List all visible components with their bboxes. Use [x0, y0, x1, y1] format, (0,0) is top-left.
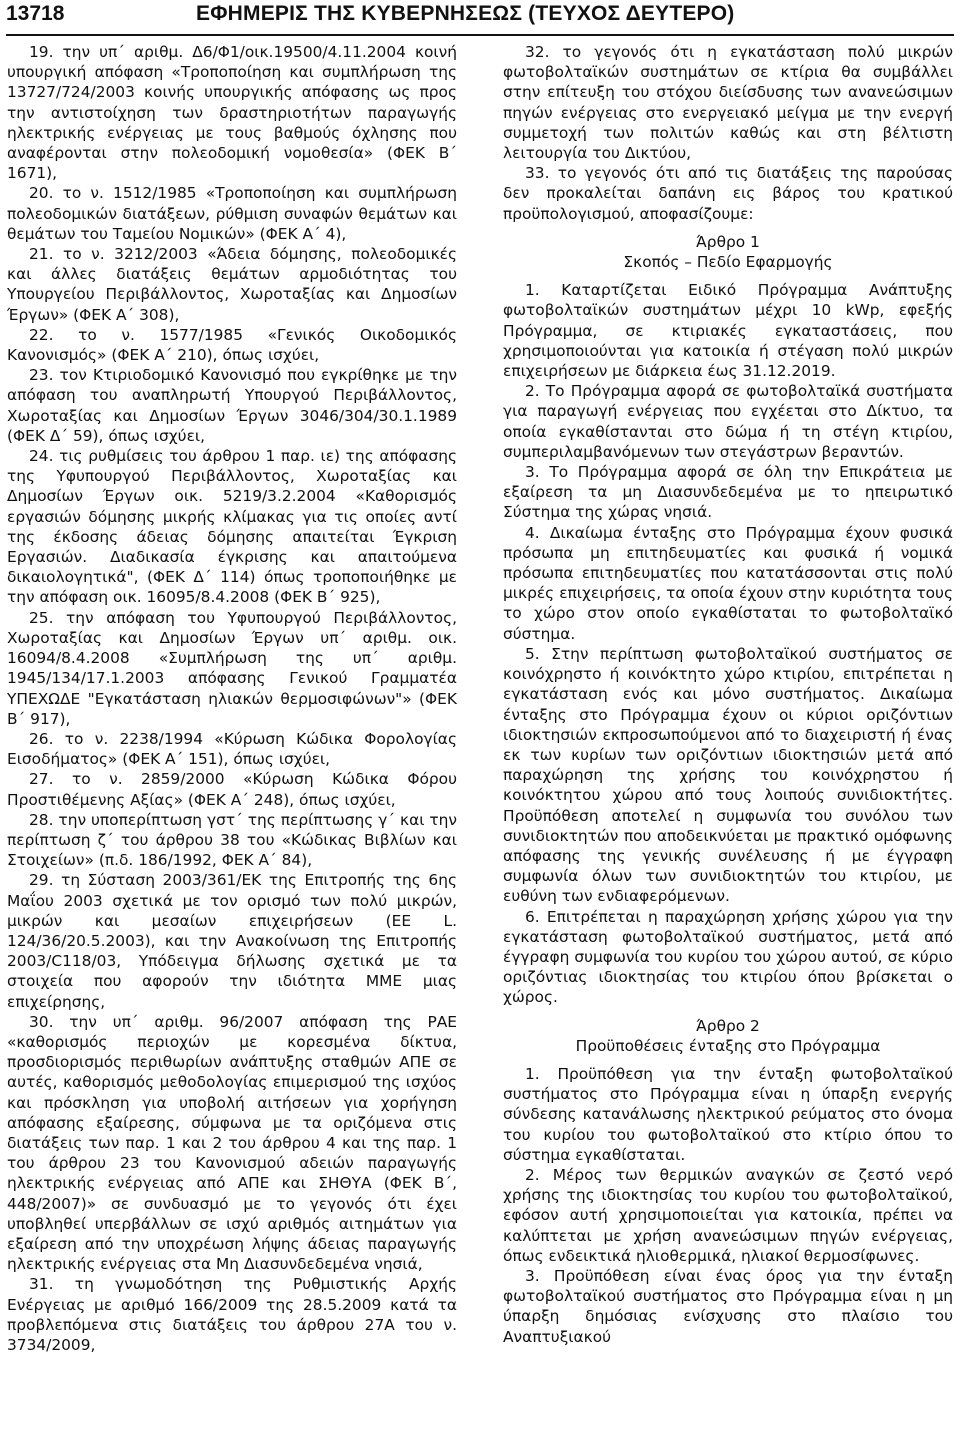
paragraph-27: 27. το ν. 2859/2000 «Κύρωση Κώδικα Φόρου Προστιθέμενης Αξίας» (ΦΕΚ Α΄ 248), όπως ισχύει,: [7, 770, 457, 809]
paragraph-29: 29. τη Σύσταση 2003/361/ΕΚ της Επιτροπής της 6ης Μαΐου 2003 σχετικά με τον ορισμό των πολύ μικρών, μικρών και μεσαίων επιχειρήσεων (ΕΕ L. 124/36/20.5.2003), και την Ανακοίνωση της Επιτροπής 2003/C118/03, Υπόδειγμα δήλωσης σχετικά με τα στοιχεία που αφορούν την ιδιότητα ΜΜΕ μιας επιχείρησης,: [7, 871, 457, 1011]
paragraph-30: 30. την υπ΄ αριθμ. 96/2007 απόφαση της ΡΑΕ «καθορισμός περιοχών με κορεσμένα δίκτυα, προσδιορισμός περιθωρίων ανάπτυξης σταθμών ΑΠΕ σε αυτές, καθορισμός μεθοδολογίας επιμερισμού της ισχύος και πρόσκληση για υποβολή αιτήσεων για χορήγηση απόφασης εξαίρεσης, σύμφωνα με τα οριζόμενα στις διατάξεις των παρ. 1 και 2 του άρθρου 4 και της παρ. 1 του άρθρου 23 του Κανονισμού αδειών παραγωγής ηλεκτρικής ενέργειας από ΑΠΕ και ΣΗΘΥΑ (ΦΕΚ Β΄, 448/2007)» σε συνδυασμό με το γεγονός ότι έχει υποβληθεί υπερβάλλων σε ισχύ αριθμός αιτημάτων για εξαίρεση από την υποχρέωση λήψης άδειας παραγωγής ηλεκτρικής ενέργειας στα Μη Διασυνδεδεμένα νησιά,: [7, 1012, 457, 1274]
page-number: 13718: [6, 2, 65, 25]
left-column: [7, 42, 457, 1355]
article-1-paragraph-5: 5. Στην περίπτωση φωτοβολταϊκού συστήματος σε κοινόχρηστο ή κοινόκτητο χώρο κτιρίου, επιτρέπεται η εγκατάσταση ενός και μόνο συστήματος. Δικαίωμα ένταξης στο Πρόγραμμα έχουν οι κύριοι οριζόντιων ιδιοκτησιών εκπροσωπούμενοι από το διαχειριστή ή ένας εκ των κυρίων των οριζόντιων ιδιοκτησιών μετά από παραχώρηση της χρήσης του κοινόχρηστου ή κοινόκτητου χώρου από τους λοιπούς συνιδιοκτήτες. Προϋπόθεση αποτελεί η συμφωνία του συνόλου των συνιδιοκτητών που αποδεικνύεται με πρακτικό ομόφωνης απόφασης της γενικής συνέλευσης ή με έγγραφη συμφωνία όλων των συνιδιοκτητών του κτιρίου, με ευθύνη των ενδιαφερόμενων.: [503, 644, 953, 906]
paragraph-21: 21. το ν. 3212/2003 «Άδεια δόμησης, πολεοδομικές και άλλες διατάξεις θεμάτων αρμοδιότητας του Υπουργείου Περιβάλλοντος, Χωροταξίας και Δημοσίων Έργων» (ΦΕΚ Α΄ 308),: [7, 245, 457, 324]
right-column: [503, 42, 953, 1347]
article-2-paragraph-3: 3. Προϋπόθεση είναι ένας όρος για την ένταξη φωτοβολταϊκού συστήματος στο Πρόγραμμα είναι η μη ύπαρξη δημόσιας ενίσχυσης στο πλαίσιο του Αναπτυξιακού: [503, 1266, 953, 1346]
article-1-paragraph-3: 3. Το Πρόγραμμα αφορά σε όλη την Επικράτεια με εξαίρεση τα μη Διασυνδεδεμένα με το ηπειρωτικό Σύστημα της χώρας νησιά.: [503, 463, 953, 522]
article-2-title: Προϋποθέσεις ένταξης στο Πρόγραμμα: [575, 1036, 881, 1055]
header-rule: [6, 34, 954, 36]
article-2-number: Άρθρο 2: [696, 1016, 760, 1035]
article-1-paragraph-4: 4. Δικαίωμα ένταξης στο Πρόγραμμα έχουν φυσικά πρόσωπα μη επιτηδευματίες και φυσικά ή νομικά πρόσωπα επιτηδευματίες που κατατάσσονται στις πολύ μικρές επιχειρήσεις, τα οποία έχουν στην κυριότητα τους το χώρο στον οποίο εγκαθίσταται το φωτοβολταϊκό σύστημα.: [503, 523, 953, 643]
paragraph-22: 22. το ν. 1577/1985 «Γενικός Οικοδομικός Κανονισμός» (ΦΕΚ Α΄ 210), όπως ισχύει,: [7, 325, 457, 365]
article-1-paragraph-1: 1. Καταρτίζεται Ειδικό Πρόγραμμα Ανάπτυξης φωτοβολταϊκών συστημάτων μέχρι 10 kWp, εφεξής Πρόγραμμα, σε κτιριακές εγκαταστάσεις, που χρησιμοποιούνται για κατοικία ή στέγαση πολύ μικρών επιχειρήσεων με διάρκεια έως 31.12.2019.: [503, 281, 953, 381]
paragraph-33: 33. το γεγονός ότι από τις διατάξεις της παρούσας δεν προκαλείται δαπάνη εις βάρος του κρατικού προϋπολογισμού, αποφασίζουμε:: [503, 164, 953, 223]
paragraph-28: 28. την υποπερίπτωση γστ΄ της περίπτωσης γ΄ και την περίπτωση ζ΄ του άρθρου 38 του «Κώδικας Βιβλίων και Στοιχείων» (π.δ. 186/1992, ΦΕΚ Α΄ 84),: [7, 810, 457, 870]
paragraph-32: 32. το γεγονός ότι η εγκατάσταση πολύ μικρών φωτοβολταϊκών συστημάτων σε κτίρια θα συμβάλλει στην επίτευξη του στόχου διείσδυσης των ανανεώσιμων πηγών ενέργειας στο ενεργειακό μείγμα με την ενεργή συμμετοχή των πολιτών καθώς και στη βέλτιστη λειτουργία του Δικτύου,: [503, 43, 953, 163]
article-1-number: Άρθρο 1: [696, 232, 760, 251]
paragraph-25: 25. την απόφαση του Υφυπουργού Περιβάλλοντος, Χωροταξίας και Δημοσίων Έργων υπ΄ αριθμ. οικ. 16094/8.4.2008 «Συμπλήρωση της υπ΄ αριθμ. 1945/134/17.1.2003 απόφασης Γενικού Γραμματέα ΥΠΕΧΩΔΕ "Εγκατάσταση ηλιακών θερμοσιφώνων"» (ΦΕΚ Β΄ 917),: [7, 608, 457, 728]
gazette-title: ΕΦΗΜΕΡΙΣ ΤΗΣ ΚΥΒΕΡΝΗΣΕΩΣ (ΤΕΥΧΟΣ ΔΕΥΤΕΡΟ): [196, 2, 735, 25]
article-1-paragraph-2: 2. Το Πρόγραμμα αφορά σε φωτοβολταϊκά συστήματα για παραγωγή ενέργειας που εγχέεται στο Δίκτυο, τα οποία εγκαθίστανται στο δώμα ή τη στέγη κτιρίου, συμπεριλαμβανόμενων των στεγάστρων βεραντών.: [503, 382, 953, 461]
paragraph-31: 31. τη γνωμοδότηση της Ρυθμιστικής Αρχής Ενέργειας με αριθμό 166/2009 της 28.5.2009 κατά τα προβλεπόμενα στις διατάξεις του άρθρου 27Α του ν. 3734/2009,: [7, 1275, 457, 1354]
article-2-paragraph-2: 2. Μέρος των θερμικών αναγκών σε ζεστό νερό χρήσης της ιδιοκτησίας του κυρίου του φωτοβολταϊκού, εφόσον αυτή χρησιμοποιείται για κατοικία, πρέπει να καλύπτεται με χρήση ανανεώσιμων πηγών ενέργειας, όπως ενδεικτικά ηλιοθερμικά, ηλιακοί θερμοσίφωνες.: [503, 1165, 953, 1265]
paragraph-24: 24. τις ρυθμίσεις του άρθρου 1 παρ. ιε) της απόφασης της Υφυπουργού Περιβάλλοντος, Χωροταξίας και Δημοσίων Έργων οικ. 5219/3.2.2004 «Καθορισμός εργασιών δόμησης μικρής κλίμακας για τις οποίες αντί της έκδοσης άδειας δόμησης απαιτείται Έγκριση Εργασιών. Διαδικασία έγκρισης και απαιτούμενα δικαιολογητικά", (ΦΕΚ Δ΄ 114) όπως τροποποιήθηκε με την απόφαση οικ. 16095/8.4.2008 (ΦΕΚ Β΄ 925),: [7, 447, 457, 607]
article-1-title: Σκοπός – Πεδίο Εφαρμογής: [623, 253, 833, 272]
paragraph-26: 26. το ν. 2238/1994 «Κύρωση Κώδικα Φορολογίας Εισοδήματος» (ΦΕΚ Α΄ 151), όπως ισχύει,: [7, 729, 457, 769]
article-1-paragraph-6: 6. Επιτρέπεται η παραχώρηση χρήσης χώρου για την εγκατάσταση φωτοβολταϊκού συστήματος, μετά από έγγραφη συμφωνία του κυρίου του χώρου αυτού, σε κύριο οριζόντιας ιδιοκτησίας του κτιρίου όπου βρίσκεται ο χώρος.: [503, 907, 953, 1007]
paragraph-19: 19. την υπ΄ αριθμ. Δ6/Φ1/οικ.19500/4.11.2004 κοινή υπουργική απόφαση «Τροποποίηση και συμπλήρωση της 13727/724/2003 κοινής υπουργικής απόφασης ως προς την αντιστοίχηση των δραστηριοτήτων παραγωγής ηλεκτρικής ενέργειας με τους βαθμούς όχλησης που αναφέρονται στην πολεοδομική νομοθεσία» (ΦΕΚ Β΄ 1671),: [7, 43, 457, 183]
page-header: [6, 0, 954, 36]
paragraph-20: 20. το ν. 1512/1985 «Τροποποίηση και συμπλήρωση πολεοδομικών διατάξεων, ρύθμιση συναφών θεμάτων και θεμάτων του Ταμείου Νομικών» (ΦΕΚ Α΄ 4),: [7, 184, 457, 243]
paragraph-23: 23. τον Κτιριοδομικό Κανονισμό που εγκρίθηκε με την απόφαση του αναπληρωτή Υπουργού Περιβάλλοντος, Χωροταξίας και Δημοσίων Έργων 3046/304/30.1.1989 (ΦΕΚ Δ΄ 59), όπως ισχύει,: [7, 366, 457, 445]
article-2-paragraph-1: 1. Προϋπόθεση για την ένταξη φωτοβολταϊκού συστήματος στο Πρόγραμμα είναι η ύπαρξη ενεργής σύνδεσης κατανάλωσης ηλεκτρικού ρεύματος στο όνομα του κυρίου του φωτοβολταϊκού στο κτίριο όπου το σύστημα εγκαθίσταται.: [503, 1064, 953, 1164]
